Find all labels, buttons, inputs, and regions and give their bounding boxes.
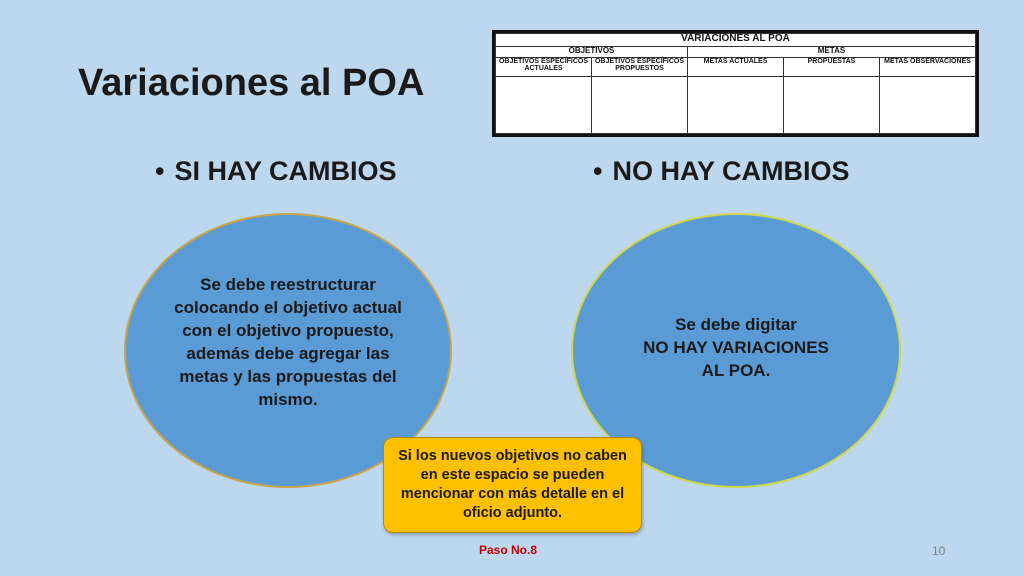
poa-table-title: VARIACIONES AL POA: [496, 34, 976, 47]
poa-col-header: PROPUESTAS: [784, 58, 880, 77]
poa-col-header: OBJETIVOS ESPECÍFICOS PROPUESTOS: [592, 58, 688, 77]
poa-empty-cell: [496, 77, 592, 134]
poa-col-header: OBJETIVOS ESPECÍFICOS ACTUALES: [496, 58, 592, 77]
ellipse-right-line: NO HAY VARIACIONES: [643, 338, 829, 357]
poa-table-image: [492, 30, 979, 137]
bullet-no-hay-cambios: [593, 156, 850, 187]
ellipse-right-line: Se debe digitar: [675, 315, 797, 334]
bullet-dot-icon: •: [593, 156, 603, 186]
step-label: Paso No.8: [479, 543, 538, 557]
note-callout: [383, 437, 642, 533]
bullet-dot-icon: •: [155, 156, 165, 186]
ellipse-right-text: [616, 313, 856, 382]
bullet-right-label: NO HAY CAMBIOS: [612, 156, 850, 186]
note-text: Si los nuevos objetivos no caben en este espacio se pueden mencionar con más detalle en el oficio adjunto.: [398, 448, 627, 521]
poa-empty-cell: [592, 77, 688, 134]
bullet-left-label: SI HAY CAMBIOS: [174, 156, 397, 186]
poa-group-metas: METAS: [688, 47, 976, 58]
bullet-si-hay-cambios: [155, 156, 397, 187]
poa-group-objetivos: OBJETIVOS: [496, 47, 688, 58]
poa-empty-cell: [688, 77, 784, 134]
page-number: 10: [932, 544, 946, 558]
ellipse-right-line: AL POA.: [701, 361, 771, 380]
ellipse-left-text: Se debe reestructurar colocando el objetivo actual con el objetivo propuesto, además debe agregar las metas y las propuestas del mismo.: [174, 274, 402, 409]
poa-empty-cell: [880, 77, 976, 134]
poa-empty-cell: [784, 77, 880, 134]
poa-col-header: METAS OBSERVACIONES: [880, 58, 976, 77]
poa-col-header: METAS ACTUALES: [688, 58, 784, 77]
slide-title: Variaciones al POA: [78, 62, 425, 104]
